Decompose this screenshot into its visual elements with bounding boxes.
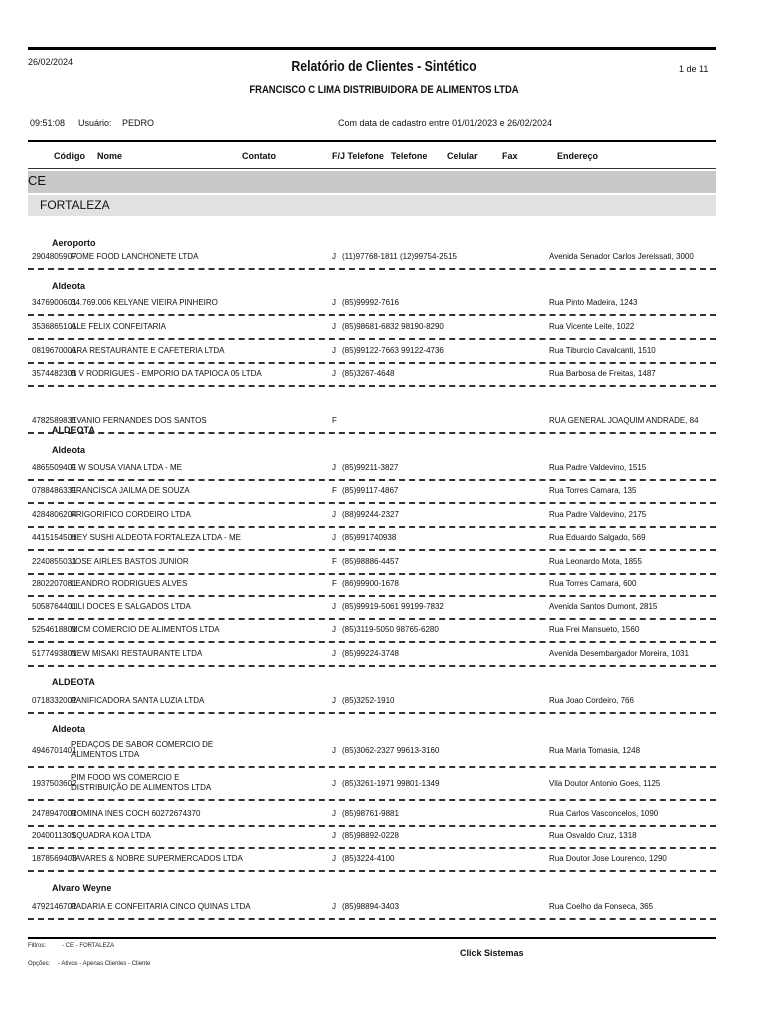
- table-row: [28, 416, 716, 428]
- row-divider: [28, 712, 716, 714]
- client-name: F W SOUSA VIANA LTDA - ME: [71, 463, 182, 472]
- date-range: Com data de cadastro entre 01/01/2023 e 26/02/2024: [338, 118, 553, 128]
- row-divider: [28, 799, 716, 801]
- filters-label: Filtros:: [28, 943, 46, 949]
- col-mobile: Celular: [447, 151, 478, 161]
- table-row: [28, 696, 716, 708]
- client-address: Rua Osvaldo Cruz, 1318: [549, 831, 637, 840]
- client-code: 1937503602: [32, 779, 77, 788]
- row-divider: [28, 385, 716, 387]
- client-name: MCM COMERCIO DE ALIMENTOS LTDA: [71, 625, 220, 634]
- client-phone: (85)98886-4457: [342, 557, 399, 566]
- neighborhood-heading: Alvaro Weyne: [52, 883, 112, 893]
- client-address: Rua Tiburcio Cavalcanti, 1510: [549, 346, 656, 355]
- top-rule: [28, 47, 716, 50]
- client-type: J: [332, 831, 336, 840]
- state-band: [28, 171, 716, 193]
- client-type: J: [332, 809, 336, 818]
- client-name: PIM FOOD WS COMERCIO E DISTRIBUIÇÃO DE ALIMENTOS LTDA: [71, 773, 212, 792]
- client-type: J: [332, 322, 336, 331]
- client-type: F: [332, 557, 337, 566]
- column-rule: [28, 168, 716, 169]
- client-address: Rua Doutor Jose Lourenco, 1290: [549, 854, 667, 863]
- client-type: J: [332, 463, 336, 472]
- city-heading: FORTALEZA: [40, 198, 110, 212]
- client-type: F: [332, 486, 337, 495]
- client-code: 5058764401: [32, 602, 77, 611]
- client-code: 1878569403: [32, 854, 77, 863]
- client-phone: (85)98892-0228: [342, 831, 399, 840]
- client-code: 4415154501: [32, 533, 77, 542]
- col-fax: Fax: [502, 151, 518, 161]
- col-contact: Contato: [242, 151, 276, 161]
- client-code: 4792146701: [32, 902, 77, 911]
- client-name: LEANDRO RODRIGUES ALVES: [71, 579, 188, 588]
- client-name: NEW MISAKI RESTAURANTE LTDA: [71, 649, 203, 658]
- user-name: PEDRO: [122, 118, 155, 128]
- client-type: F: [332, 416, 337, 425]
- page-number: 1 de 11: [679, 64, 709, 74]
- row-divider: [28, 362, 716, 364]
- col-address: Endereço: [557, 151, 599, 161]
- client-type: J: [332, 602, 336, 611]
- table-row: [28, 463, 716, 475]
- client-code: 3574482301: [32, 369, 77, 378]
- report-date: 26/02/2024: [28, 57, 74, 67]
- row-divider: [28, 549, 716, 551]
- col-phone2: Telefone: [391, 151, 428, 161]
- client-phone: (85)3261-1971 99801-1349: [342, 779, 440, 788]
- client-name: FRANCISCA JAILMA DE SOUZA: [71, 486, 190, 495]
- client-name: ARA RESTAURANTE E CAFETERIA LTDA: [71, 346, 225, 355]
- client-address: Rua Padre Valdevino, 1515: [549, 463, 647, 472]
- user-label: Usuário:: [78, 118, 112, 128]
- report-time: 09:51:08: [30, 118, 66, 128]
- client-address: Rua Torres Camara, 135: [549, 486, 637, 495]
- client-address: Rua Vicente Leite, 1022: [549, 322, 635, 331]
- client-code: 4946701401: [32, 746, 77, 755]
- client-type: F: [332, 579, 337, 588]
- client-type: J: [332, 625, 336, 634]
- table-row: [28, 579, 716, 591]
- client-code: 2802207081: [32, 579, 77, 588]
- table-row: [28, 252, 716, 264]
- row-divider: [28, 618, 716, 620]
- client-name: ALE FELIX CONFEITARIA: [71, 322, 166, 331]
- client-address: Avenida Santos Dumont, 2815: [549, 602, 658, 611]
- client-code: 3536865101: [32, 322, 77, 331]
- brand-name: Click Sistemas: [460, 948, 524, 958]
- client-address: Avenida Senador Carlos Jereissati, 3000: [549, 252, 694, 261]
- row-divider: [28, 314, 716, 316]
- row-divider: [28, 595, 716, 597]
- table-row: [28, 809, 716, 821]
- client-code: 0788486331: [32, 486, 77, 495]
- client-phone: (11)97768-1811 (12)99754-2515: [342, 252, 457, 261]
- client-phone: (85)3062-2327 99613-3160: [342, 746, 440, 755]
- table-row: [28, 773, 716, 797]
- row-divider: [28, 847, 716, 849]
- client-address: Rua Pinto Madeira, 1243: [549, 298, 638, 307]
- row-divider: [28, 502, 716, 504]
- client-name: JOSE AIRLES BASTOS JUNIOR: [71, 557, 189, 566]
- row-divider: [28, 573, 716, 575]
- client-address: Rua Torres Camara, 600: [549, 579, 637, 588]
- company-name: FRANCISCO C LIMA DISTRIBUIDORA DE ALIMENTOS LTDA: [249, 84, 519, 96]
- client-phone: (85)3252-1910: [342, 696, 395, 705]
- table-row: [28, 602, 716, 614]
- options-label: Opções:: [28, 961, 51, 967]
- row-divider: [28, 268, 716, 270]
- client-phone: (85)991740938: [342, 533, 397, 542]
- client-phone: (85)99992-7616: [342, 298, 399, 307]
- table-row: [28, 831, 716, 843]
- client-phone: (85)3267-4648: [342, 369, 395, 378]
- client-type: J: [332, 696, 336, 705]
- client-address: Rua Leonardo Mota, 1855: [549, 557, 642, 566]
- client-code: 4782589831: [32, 416, 77, 425]
- options-value: - Ativos - Apenas Clientes - Cliente: [58, 961, 151, 967]
- client-type: J: [332, 298, 336, 307]
- client-type: J: [332, 510, 336, 519]
- client-phone: (85)99224-3748: [342, 649, 399, 658]
- client-type: J: [332, 854, 336, 863]
- client-address: Rua Maria Tomasia, 1248: [549, 746, 641, 755]
- client-address: Rua Carlos Vasconcelos, 1090: [549, 809, 659, 818]
- client-type: J: [332, 746, 336, 755]
- neighborhood-heading: Aldeota: [52, 724, 86, 734]
- table-row: [28, 298, 716, 310]
- row-divider: [28, 479, 716, 481]
- client-phone: (85)98894-3403: [342, 902, 399, 911]
- col-name: Nome: [97, 151, 123, 161]
- client-address: Vila Doutor Antonio Goes, 1125: [549, 779, 661, 788]
- row-divider: [28, 338, 716, 340]
- client-address: Rua Frei Mansueto, 1560: [549, 625, 640, 634]
- neighborhood-heading: ALDEOTA: [52, 677, 95, 687]
- report-title: Relatório de Clientes - Sintético: [291, 58, 477, 75]
- client-phone: (85)99919-5061 99199-7832: [342, 602, 444, 611]
- client-phone: (85)98681-6832 98190-8290: [342, 322, 444, 331]
- client-type: J: [332, 649, 336, 658]
- client-phone: (88)99244-2327: [342, 510, 399, 519]
- state-heading: CE: [28, 173, 47, 188]
- client-code: 4865509401: [32, 463, 77, 472]
- neighborhood-heading: Aldeota: [52, 445, 86, 455]
- table-row: [28, 740, 716, 764]
- client-type: J: [332, 369, 336, 378]
- client-name: PADARIA E CONFEITARIA CINCO QUINAS LTDA: [71, 902, 251, 911]
- client-phone: (85)99117-4867: [342, 486, 399, 495]
- table-row: [28, 346, 716, 358]
- client-name: PEDAÇOS DE SABOR COMERCIO DE ALIMENTOS LTDA: [71, 740, 214, 759]
- row-divider: [28, 432, 716, 434]
- client-type: J: [332, 533, 336, 542]
- client-name: TAVARES & NOBRE SUPERMERCADOS LTDA: [71, 854, 243, 863]
- client-code: 0718332001: [32, 696, 77, 705]
- client-code: 2240855031: [32, 557, 77, 566]
- client-name: ROMINA INES COCH 60272674370: [71, 809, 201, 818]
- table-row: [28, 625, 716, 637]
- row-divider: [28, 665, 716, 667]
- client-code: 4284806204: [32, 510, 77, 519]
- client-address: Rua Joao Cordeiro, 766: [549, 696, 634, 705]
- client-name: SQUADRA KOA LTDA: [71, 831, 151, 840]
- row-divider: [28, 766, 716, 768]
- row-divider: [28, 870, 716, 872]
- header-rule: [28, 140, 716, 142]
- client-phone: (86)99900-1678: [342, 579, 399, 588]
- client-name: HEY SUSHI ALDEOTA FORTALEZA LTDA - ME: [71, 533, 241, 542]
- neighborhood-heading: ALDEOTA: [52, 425, 95, 435]
- client-name: LILI DOCES E SALGADOS LTDA: [71, 602, 191, 611]
- table-row: [28, 649, 716, 661]
- table-row: [28, 902, 716, 914]
- client-address: Rua Padre Valdevino, 2175: [549, 510, 647, 519]
- row-divider: [28, 526, 716, 528]
- client-address: Avenida Desembargador Moreira, 1031: [549, 649, 689, 658]
- client-code: 3476900601: [32, 298, 77, 307]
- client-name: B V RODRIGUES - EMPORIO DA TAPIOCA 05 LTDA: [71, 369, 262, 378]
- client-type: J: [332, 346, 336, 355]
- footer-rule: [28, 937, 716, 939]
- col-fj: F/J Telefone: [332, 151, 384, 161]
- client-name: 34.769.006 KELYANE VIEIRA PINHEIRO: [71, 298, 218, 307]
- client-address: Rua Barbosa de Freitas, 1487: [549, 369, 656, 378]
- client-name: FOME FOOD LANCHONETE LTDA: [71, 252, 199, 261]
- table-row: [28, 369, 716, 381]
- row-divider: [28, 825, 716, 827]
- client-phone: (85)99122-7663 99122-4736: [342, 346, 444, 355]
- client-name: EVANIO FERNANDES DOS SANTOS: [71, 416, 207, 425]
- table-row: [28, 557, 716, 569]
- client-name: PANIFICADORA SANTA LUZIA LTDA: [71, 696, 205, 705]
- client-phone: (85)99211-3827: [342, 463, 399, 472]
- client-code: 5177493801: [32, 649, 77, 658]
- client-address: RUA GENERAL JOAQUIM ANDRADE, 84: [549, 416, 699, 425]
- client-code: 2478947001: [32, 809, 77, 818]
- city-band: [28, 195, 716, 216]
- col-code: Código: [54, 151, 85, 161]
- table-row: [28, 510, 716, 522]
- table-row: [28, 533, 716, 545]
- client-type: J: [332, 902, 336, 911]
- table-row: [28, 854, 716, 866]
- client-phone: (85)98761-9881: [342, 809, 399, 818]
- row-divider: [28, 641, 716, 643]
- client-code: 2040011301: [32, 831, 76, 840]
- client-phone: (85)3119-5050 98765-6280: [342, 625, 439, 634]
- client-code: 2904805907: [32, 252, 77, 261]
- client-name: FRIGORIFICO CORDEIRO LTDA: [71, 510, 191, 519]
- filters-value: - CE - FORTALEZA: [62, 943, 115, 949]
- client-code: 5254618801: [32, 625, 77, 634]
- client-address: Rua Eduardo Salgado, 569: [549, 533, 646, 542]
- table-row: [28, 322, 716, 334]
- client-type: J: [332, 252, 336, 261]
- table-row: [28, 486, 716, 498]
- neighborhood-heading: Aldeota: [52, 281, 86, 291]
- row-divider: [28, 918, 716, 920]
- client-type: J: [332, 779, 336, 788]
- neighborhood-heading: Aeroporto: [52, 238, 96, 248]
- client-phone: (85)3224-4100: [342, 854, 395, 863]
- client-address: Rua Coelho da Fonseca, 365: [549, 902, 654, 911]
- client-code: 0819670001: [32, 346, 77, 355]
